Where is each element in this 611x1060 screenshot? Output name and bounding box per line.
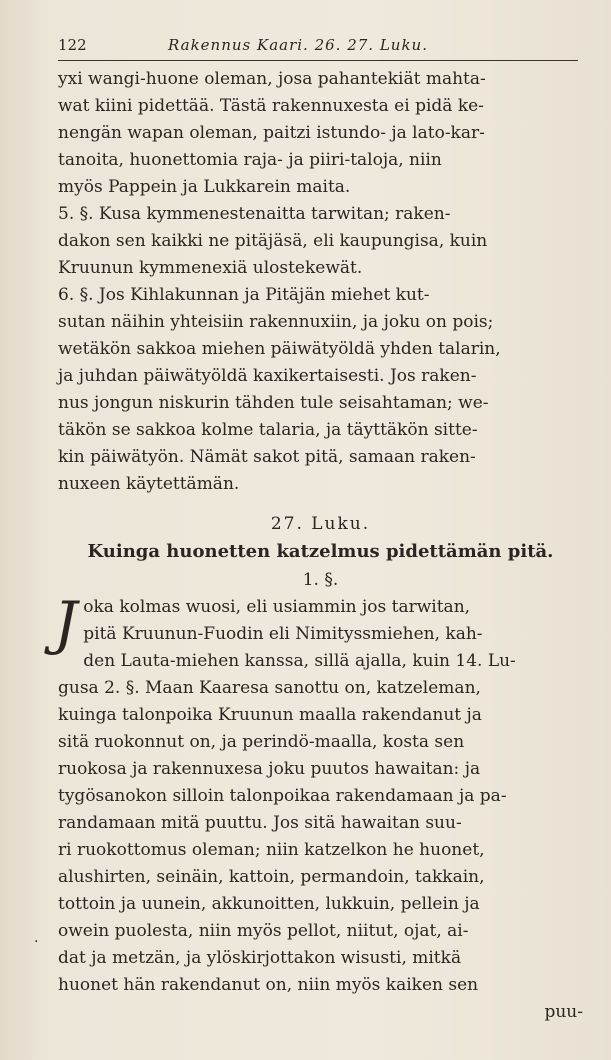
text-line: myös Pappein ja Lukkarein maita. (58, 177, 351, 197)
text-line: 6. §. Jos Kihlakunnan ja Pitäjän miehet kut- (58, 285, 430, 305)
text-line: den Lauta-miehen kanssa, sillä ajalla, kuin 14. Lu- (83, 651, 516, 671)
text-line: oka kolmas wuosi, eli usiammin jos tarwitan, (83, 597, 471, 617)
text-line: yxi wangi-huone oleman, josa pahantekiät mahta- (58, 69, 486, 89)
section-mark: 1. §. (302, 570, 339, 590)
text-line: owein puolesta, niin myös pellot, niitut, ojat, ai- (58, 921, 469, 941)
text-line: dat ja metzän, ja ylöskirjottakon wisusti, mitkä (58, 948, 462, 968)
text-line: huonet hän rakendanut on, niin myös kaiken sen (58, 975, 479, 995)
page-header (58, 34, 578, 58)
text-line: 5. §. Kusa kymmenestenaitta tarwitan; raken- (58, 204, 451, 224)
text-line: gusa 2. §. Maan Kaaresa sanottu on, katzeleman, (58, 678, 481, 698)
text-line: wat kiini pidettää. Tästä rakennuxesta ei pidä ke- (58, 96, 484, 116)
text-body (54, 66, 583, 1026)
drop-cap: J (54, 589, 78, 657)
catchword: puu- (544, 1002, 583, 1022)
chapter-heading: Kuinga huonetten katzelmus pidettämän pitä. (87, 541, 554, 562)
text-line: randamaan mitä puuttu. Jos sitä hawaitan suu- (58, 813, 462, 833)
text-line: alushirten, seinäin, kattoin, permandoin, takkain, (58, 867, 485, 887)
text-line: sitä ruokonnut on, ja perindö-maalla, kosta sen (58, 732, 465, 752)
text-line: nuxeen käytettämän. (58, 474, 240, 494)
text-line: täkön se sakkoa kolme talaria, ja täyttäkön sitte- (58, 420, 478, 440)
text-line: tanoita, huonettomia raja- ja piiri-taloja, niin (58, 150, 442, 170)
text-line: kuinga talonpoika Kruunun maalla rakendanut ja (58, 705, 482, 725)
text-line: ri ruokottomus oleman; niin katzelkon he huonet, (58, 840, 485, 860)
text-line: ja juhdan päiwätyöldä kaxikertaisesti. Jos raken- (58, 366, 477, 386)
text-line: Kruunun kymmenexiä ulostekewät. (58, 258, 363, 278)
dropcap-block (54, 589, 583, 657)
running-title: Rakennus Kaari. 26. 27. Luku. (168, 36, 428, 54)
text-line: kin päiwätyön. Nämät sakot pitä, samaan raken- (58, 447, 476, 467)
text-line: wetäkön sakkoa miehen päiwätyöldä yhden talarin, (58, 339, 501, 359)
chapter-title: 27. Luku. (270, 514, 371, 534)
text-line: ruokosa ja rakennuxesa joku puutos hawaitan: ja (58, 759, 481, 779)
text-line: nus jongun niskurin tähden tule seisahtaman; we- (58, 393, 489, 413)
margin-mark: . (34, 930, 39, 946)
text-line: dakon sen kaikki ne pitäjäsä, eli kaupungisa, kuin (58, 231, 488, 251)
text-line: sutan näihin yhteisiin rakennuxiin, ja joku on pois; (58, 312, 494, 332)
page-number: 122 (58, 36, 87, 54)
text-line: tottoin ja uunein, akkunoitten, lukkuin, pellein ja (58, 894, 480, 914)
text-line: nengän wapan oleman, paitzi istundo- ja lato-kar- (58, 123, 485, 143)
text-line: tygösanokon silloin talonpoikaa rakendamaan ja pa- (58, 786, 507, 806)
text-line: pitä Kruunun-Fuodin eli Nimityssmiehen, kah- (83, 624, 483, 644)
header-rule (58, 60, 578, 61)
